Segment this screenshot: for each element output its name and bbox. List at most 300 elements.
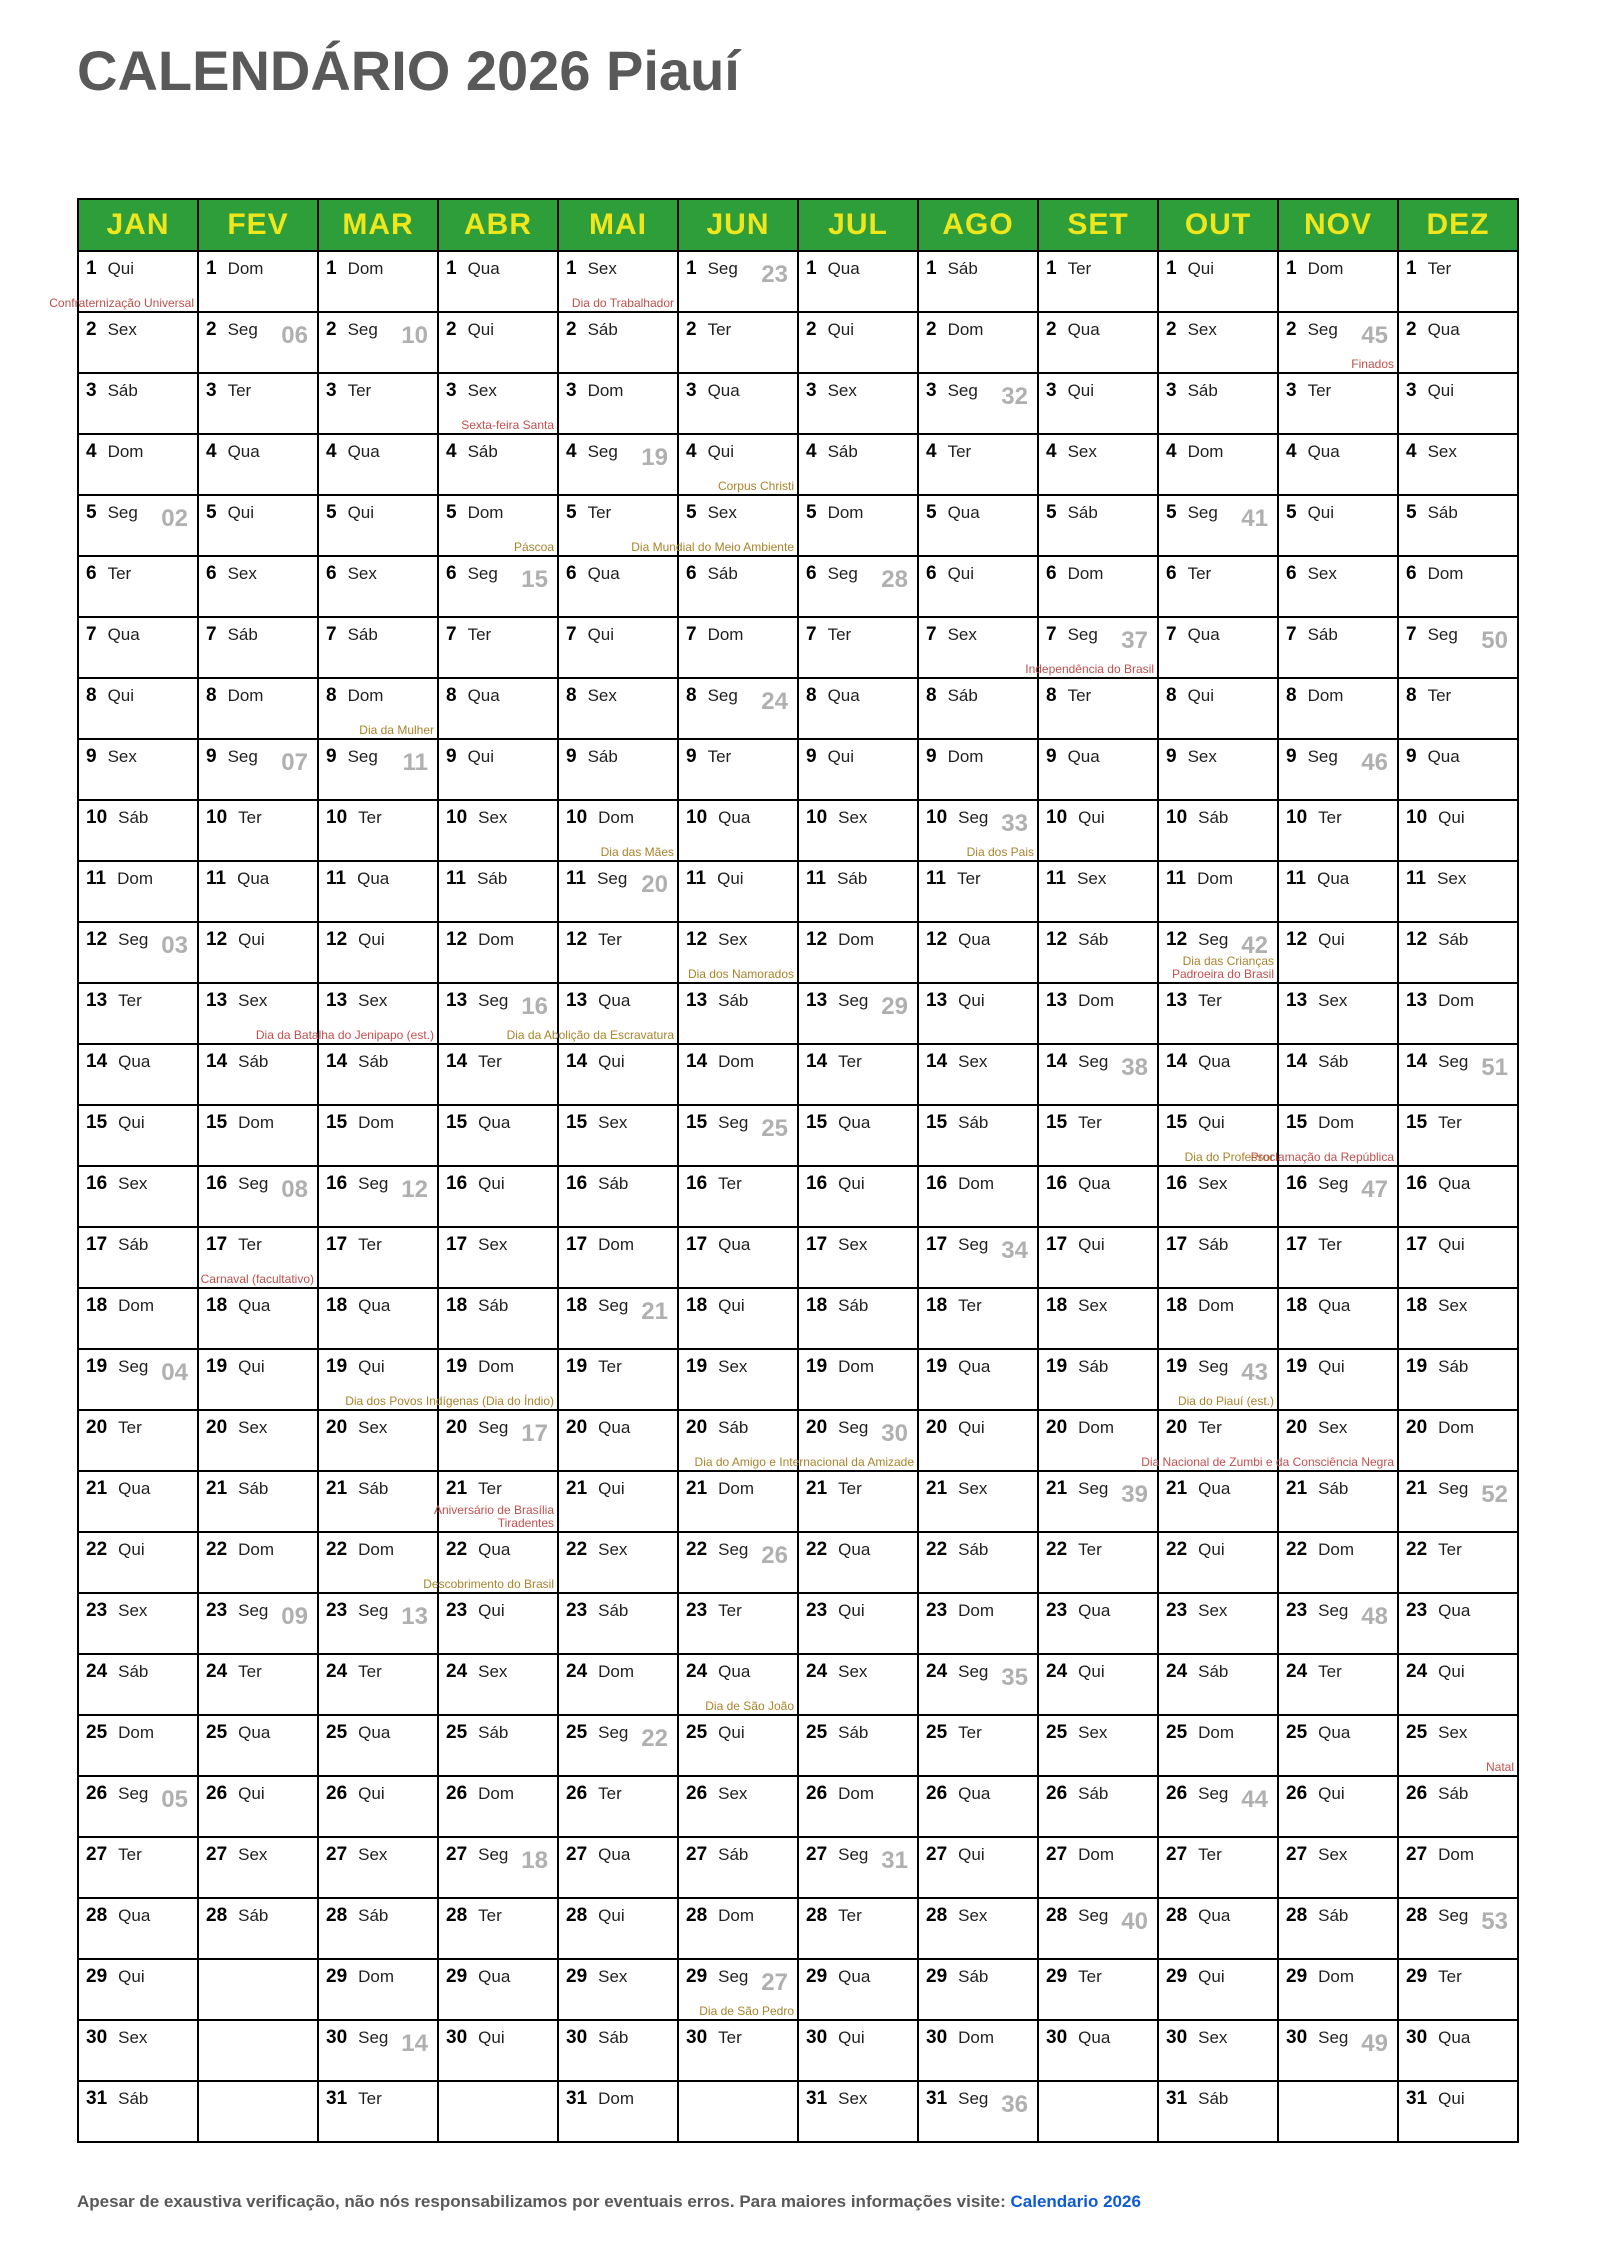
cell-ago-8	[918, 678, 1038, 739]
day-line	[919, 1960, 1037, 1988]
weekday-label: Sex	[598, 1967, 628, 1986]
holiday-label-text: Confraternização Universal	[49, 296, 194, 310]
day-line	[439, 1899, 557, 1927]
day-line	[1039, 1106, 1157, 1134]
day-row-18	[78, 1288, 1518, 1349]
cell-out-5	[1158, 495, 1278, 556]
day-number: 2	[326, 319, 337, 340]
holiday-label-text: Páscoa	[513, 540, 554, 554]
day-line	[199, 1716, 317, 1744]
holiday-label-text: Dia dos Pais	[966, 845, 1034, 859]
day-line	[1159, 252, 1277, 280]
day-line	[439, 313, 557, 341]
day-row-29	[78, 1959, 1518, 2020]
day-number: 13	[1406, 990, 1428, 1011]
weekday-label: Seg	[358, 1174, 389, 1193]
cell-mai-17	[558, 1227, 678, 1288]
day-line	[919, 1472, 1037, 1500]
day-line	[679, 374, 797, 402]
weekday-label: Sex	[1078, 1296, 1108, 1315]
weekday-label: Qui	[718, 1296, 745, 1315]
day-line	[679, 1716, 797, 1744]
day-line	[1399, 1106, 1517, 1134]
day-number: 20	[1046, 1417, 1068, 1438]
week-number: 20	[641, 871, 668, 898]
weekday-label: Seg	[227, 747, 258, 766]
day-line	[1039, 1411, 1157, 1439]
week-number: 51	[1481, 1054, 1508, 1081]
cell-mar-22	[318, 1532, 438, 1593]
day-line	[319, 1106, 437, 1134]
day-row-9	[78, 739, 1518, 800]
weekday-label: Dom	[1198, 1723, 1235, 1742]
day-number: 21	[206, 1478, 228, 1499]
day-line	[79, 740, 197, 768]
day-number: 18	[206, 1295, 228, 1316]
holiday-label-text: Dia das Mães	[600, 845, 674, 859]
weekday-label: Sáb	[118, 808, 149, 827]
cell-ago-24	[918, 1654, 1038, 1715]
day-number: 5	[806, 502, 817, 523]
cell-mai-23	[558, 1593, 678, 1654]
week-number: 27	[761, 1969, 788, 1996]
day-line	[559, 1594, 677, 1622]
day-number: 22	[1406, 1539, 1428, 1560]
cell-jun-29	[678, 1959, 798, 2020]
day-line	[79, 1838, 197, 1866]
cell-set-6	[1038, 556, 1158, 617]
day-line	[559, 2021, 677, 2049]
cell-set-25	[1038, 1715, 1158, 1776]
day-line	[79, 2082, 197, 2110]
cell-ago-25	[918, 1715, 1038, 1776]
cell-jan-15	[78, 1105, 198, 1166]
day-number: 16	[686, 1173, 708, 1194]
day-line	[1399, 1960, 1517, 1988]
day-number: 13	[566, 990, 588, 1011]
day-number: 25	[446, 1722, 468, 1743]
day-line	[319, 1045, 437, 1073]
cell-jan-27	[78, 1837, 198, 1898]
cell-mar-18	[318, 1288, 438, 1349]
day-number: 2	[806, 319, 817, 340]
weekday-label: Sáb	[478, 1296, 509, 1315]
weekday-label: Sex	[478, 1662, 508, 1681]
day-line	[559, 374, 677, 402]
day-number: 19	[1286, 1356, 1308, 1377]
cell-abr-10	[438, 800, 558, 861]
day-line	[79, 984, 197, 1012]
day-line	[439, 862, 557, 890]
holiday-label-text: Dia das Crianças	[1182, 954, 1274, 968]
weekday-label: Seg	[1438, 1906, 1469, 1925]
week-number: 47	[1361, 1176, 1388, 1203]
day-number: 27	[1286, 1844, 1308, 1865]
cell-mai-24	[558, 1654, 678, 1715]
cell-dez-13	[1398, 983, 1518, 1044]
weekday-label: Ter	[467, 625, 492, 644]
day-line	[919, 2021, 1037, 2049]
weekday-label: Dom	[598, 2089, 635, 2108]
day-line	[79, 1411, 197, 1439]
day-number: 3	[566, 380, 577, 401]
weekday-label: Sáb	[838, 1723, 869, 1742]
day-row-5	[78, 495, 1518, 556]
cell-jul-28	[798, 1898, 918, 1959]
weekday-label: Sex	[958, 1906, 988, 1925]
day-line	[199, 1838, 317, 1866]
day-number: 29	[686, 1966, 708, 1987]
weekday-label: Dom	[1187, 442, 1224, 461]
day-number: 6	[926, 563, 937, 584]
day-number: 18	[1286, 1295, 1308, 1316]
weekday-label: Qua	[237, 869, 270, 888]
weekday-label: Qui	[838, 1174, 865, 1193]
day-number: 26	[1286, 1783, 1308, 1804]
day-number: 11	[446, 868, 467, 889]
cell-mai-10	[558, 800, 678, 861]
cell-mai-28	[558, 1898, 678, 1959]
day-line	[79, 1045, 197, 1073]
day-number: 4	[326, 441, 337, 462]
day-number: 28	[206, 1905, 228, 1926]
cell-set-19	[1038, 1349, 1158, 1410]
cell-ago-19	[918, 1349, 1038, 1410]
cell-mai-7	[558, 617, 678, 678]
day-number: 2	[926, 319, 937, 340]
cell-out-23	[1158, 1593, 1278, 1654]
cell-set-4	[1038, 434, 1158, 495]
cell-dez-15	[1398, 1105, 1518, 1166]
day-number: 3	[1406, 380, 1417, 401]
day-line	[1279, 1411, 1397, 1439]
day-number: 9	[326, 746, 337, 767]
weekday-label: Sex	[827, 381, 857, 400]
day-number: 5	[1286, 502, 1297, 523]
day-number: 30	[566, 2027, 588, 2048]
day-number: 1	[1286, 258, 1297, 279]
cell-abr-5	[438, 495, 558, 556]
cell-dez-5	[1398, 495, 1518, 556]
day-line	[1039, 1289, 1157, 1317]
cell-fev-16	[198, 1166, 318, 1227]
weekday-label: Qua	[118, 1052, 151, 1071]
day-line	[919, 1045, 1037, 1073]
cell-nov-26	[1278, 1776, 1398, 1837]
day-number: 1	[806, 258, 817, 279]
weekday-label: Dom	[718, 1479, 755, 1498]
day-line	[1279, 1289, 1397, 1317]
day-line	[1279, 557, 1397, 585]
cell-out-26	[1158, 1776, 1278, 1837]
day-line	[319, 1350, 437, 1378]
day-line	[1039, 1533, 1157, 1561]
day-line	[799, 1655, 917, 1683]
weekday-label: Ter	[1187, 564, 1212, 583]
weekday-label: Dom	[947, 320, 984, 339]
cell-jun-2	[678, 312, 798, 373]
day-line	[199, 923, 317, 951]
holiday-label	[49, 297, 194, 310]
cell-fev-15	[198, 1105, 318, 1166]
day-line	[1159, 374, 1277, 402]
cell-mai-14	[558, 1044, 678, 1105]
footer-link[interactable]: Calendario 2026	[1010, 2192, 1141, 2211]
cell-out-8	[1158, 678, 1278, 739]
weekday-label: Sex	[598, 1540, 628, 1559]
day-line	[1039, 1777, 1157, 1805]
holiday-label-text: Carnaval (facultativo)	[200, 1272, 314, 1286]
day-line	[199, 1533, 317, 1561]
weekday-label: Seg	[118, 1784, 149, 1803]
cell-dez-30	[1398, 2020, 1518, 2081]
week-number: 08	[281, 1176, 308, 1203]
weekday-label: Qua	[357, 869, 390, 888]
weekday-label: Seg	[1078, 1052, 1109, 1071]
cell-nov-1	[1278, 251, 1398, 312]
cell-jul-25	[798, 1715, 918, 1776]
day-line	[919, 923, 1037, 951]
cell-jun-4	[678, 434, 798, 495]
day-number: 29	[926, 1966, 948, 1987]
cell-fev-14	[198, 1044, 318, 1105]
weekday-label: Qua	[118, 1479, 151, 1498]
day-line	[79, 679, 197, 707]
day-number: 2	[1166, 319, 1177, 340]
day-number: 18	[686, 1295, 708, 1316]
day-number: 24	[566, 1661, 588, 1682]
weekday-label: Qui	[1198, 1967, 1225, 1986]
cell-jul-24	[798, 1654, 918, 1715]
cell-mar-4	[318, 434, 438, 495]
day-line	[1279, 1960, 1397, 1988]
weekday-label: Qua	[1078, 1174, 1111, 1193]
cell-out-11	[1158, 861, 1278, 922]
day-number: 3	[806, 380, 817, 401]
weekday-label: Qua	[838, 1113, 871, 1132]
weekday-label: Sex	[1438, 1296, 1468, 1315]
day-line	[1399, 2021, 1517, 2049]
weekday-label: Seg	[358, 2028, 389, 2047]
day-number: 19	[1046, 1356, 1068, 1377]
day-number: 24	[926, 1661, 948, 1682]
weekday-label: Sáb	[718, 991, 749, 1010]
day-number: 11	[566, 868, 587, 889]
day-number: 23	[806, 1600, 828, 1621]
cell-dez-2	[1398, 312, 1518, 373]
weekday-label: Ter	[478, 1906, 502, 1925]
cell-jul-22	[798, 1532, 918, 1593]
weekday-label: Qua	[1438, 1174, 1471, 1193]
cell-mar-14	[318, 1044, 438, 1105]
day-number: 19	[446, 1356, 468, 1377]
weekday-label: Qui	[1078, 1662, 1105, 1681]
day-row-2	[78, 312, 1518, 373]
cell-jan-1	[49, 251, 198, 312]
day-line	[1039, 1594, 1157, 1622]
weekday-label: Ter	[838, 1052, 862, 1071]
day-number: 11	[1046, 868, 1067, 889]
week-number: 07	[281, 749, 308, 776]
day-number: 29	[446, 1966, 468, 1987]
cell-jun-3	[678, 373, 798, 434]
cell-jun-28	[678, 1898, 798, 1959]
day-number: 12	[566, 929, 588, 950]
week-number: 39	[1121, 1481, 1148, 1508]
cell-set-7	[1025, 617, 1158, 678]
day-number: 20	[1166, 1417, 1188, 1438]
day-row-25	[78, 1715, 1518, 1776]
weekday-label: Sáb	[1198, 1662, 1229, 1681]
day-line	[559, 1228, 677, 1256]
weekday-label: Ter	[718, 2028, 742, 2047]
day-number: 19	[1406, 1356, 1428, 1377]
weekday-label: Seg	[587, 442, 618, 461]
cell-dez-24	[1398, 1654, 1518, 1715]
weekday-label: Dom	[718, 1052, 755, 1071]
cell-jan-11	[78, 861, 198, 922]
day-number: 5	[1046, 502, 1057, 523]
day-line	[559, 1960, 677, 1988]
weekday-label: Dom	[117, 869, 153, 888]
day-number: 23	[1046, 1600, 1068, 1621]
cell-ago-22	[918, 1532, 1038, 1593]
day-number: 2	[566, 319, 577, 340]
day-number: 11	[206, 868, 227, 889]
weekday-label: Qui	[118, 1967, 145, 1986]
day-line	[199, 496, 317, 524]
day-line	[1159, 313, 1277, 341]
day-number: 7	[686, 624, 697, 645]
weekday-label: Qua	[598, 1418, 631, 1437]
weekday-label: Ter	[838, 1479, 862, 1498]
weekday-label: Sex	[1198, 2028, 1228, 2047]
day-line	[199, 1899, 317, 1927]
day-line	[79, 2021, 197, 2049]
week-number: 09	[281, 1603, 308, 1630]
day-line	[559, 1350, 677, 1378]
cell-mar-6	[318, 556, 438, 617]
day-line	[79, 1655, 197, 1683]
weekday-label: Qua	[1318, 1723, 1351, 1742]
day-number: 14	[1166, 1051, 1188, 1072]
cell-dez-12	[1398, 922, 1518, 983]
cell-jun-7	[678, 617, 798, 678]
day-line	[1159, 435, 1277, 463]
day-number: 19	[926, 1356, 948, 1377]
day-line	[919, 435, 1037, 463]
day-number: 4	[1406, 441, 1417, 462]
week-number: 45	[1361, 322, 1388, 349]
day-number: 23	[86, 1600, 108, 1621]
cell-jul-31	[798, 2081, 918, 2142]
weekday-label: Sáb	[358, 1052, 389, 1071]
day-line	[199, 1350, 317, 1378]
day-line	[79, 1899, 197, 1927]
day-number: 28	[326, 1905, 348, 1926]
weekday-label: Sex	[1437, 869, 1467, 888]
day-row-31	[78, 2081, 1518, 2142]
day-number: 14	[566, 1051, 588, 1072]
day-row-14	[78, 1044, 1518, 1105]
day-line	[199, 1472, 317, 1500]
cell-fev-empty	[198, 2020, 318, 2081]
day-number: 11	[1166, 868, 1187, 889]
day-number: 14	[1406, 1051, 1428, 1072]
day-row-7	[78, 617, 1518, 678]
day-number: 27	[806, 1844, 828, 1865]
weekday-label: Dom	[1438, 1418, 1475, 1437]
cell-ago-1	[918, 251, 1038, 312]
day-number: 13	[806, 990, 828, 1011]
day-number: 21	[326, 1478, 348, 1499]
weekday-label: Sáb	[838, 1296, 869, 1315]
cell-jun-1	[678, 251, 798, 312]
day-line	[1399, 862, 1517, 890]
month-header-ago: AGO	[918, 199, 1038, 251]
day-line	[319, 1472, 437, 1500]
day-line	[1039, 374, 1157, 402]
day-line	[919, 1350, 1037, 1378]
day-number: 6	[86, 563, 97, 584]
day-line	[199, 252, 317, 280]
day-number: 26	[1166, 1783, 1188, 1804]
day-line	[919, 1289, 1037, 1317]
cell-ago-3	[918, 373, 1038, 434]
day-row-23	[78, 1593, 1518, 1654]
day-row-26	[78, 1776, 1518, 1837]
weekday-label: Ter	[958, 1723, 982, 1742]
day-line	[1159, 1472, 1277, 1500]
cell-abr-25	[438, 1715, 558, 1776]
day-line	[1399, 1777, 1517, 1805]
cell-abr-4	[438, 434, 558, 495]
holiday-label-text: Finados	[1351, 357, 1394, 371]
day-number: 20	[806, 1417, 828, 1438]
day-line	[1399, 1411, 1517, 1439]
day-number: 7	[1406, 624, 1417, 645]
weekday-label: Ter	[107, 564, 132, 583]
day-line	[319, 1411, 437, 1439]
day-line	[439, 1167, 557, 1195]
day-line	[199, 862, 317, 890]
day-line	[199, 1655, 317, 1683]
weekday-label: Qua	[467, 259, 500, 278]
day-line	[679, 1045, 797, 1073]
day-number: 19	[86, 1356, 108, 1377]
weekday-label: Qua	[587, 564, 620, 583]
day-row-15	[78, 1105, 1518, 1166]
day-number: 14	[1046, 1051, 1068, 1072]
day-number: 6	[206, 563, 217, 584]
day-row-10	[78, 800, 1518, 861]
weekday-label: Qua	[227, 442, 260, 461]
cell-nov-9	[1278, 739, 1398, 800]
cell-jan-9	[78, 739, 198, 800]
cell-mar-7	[318, 617, 438, 678]
weekday-label: Sex	[118, 2028, 148, 2047]
day-line	[1159, 1838, 1277, 1866]
day-line	[319, 1655, 437, 1683]
cell-abr-20	[438, 1410, 558, 1471]
day-row-12	[78, 922, 1518, 983]
month-header-set: SET	[1038, 199, 1158, 251]
weekday-label: Dom	[1307, 686, 1344, 705]
cell-abr-29	[438, 1959, 558, 2020]
day-line	[919, 313, 1037, 341]
holiday-label-text: Padroeira do Brasil	[1171, 967, 1274, 981]
cell-dez-26	[1398, 1776, 1518, 1837]
